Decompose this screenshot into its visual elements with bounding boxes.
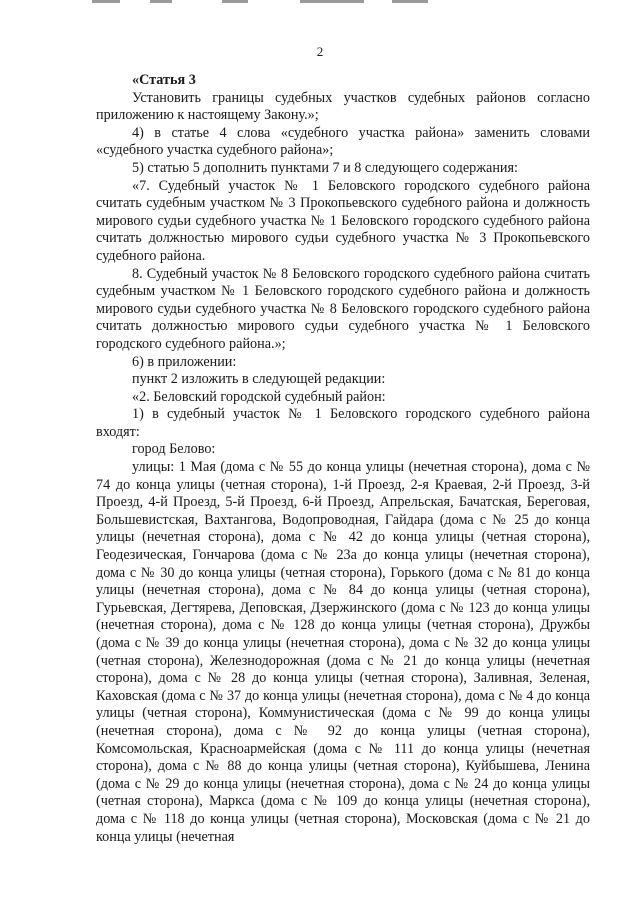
paragraph: Установить границы судебных участков судебных районов согласно приложению к настоящему Закону.»; (96, 89, 590, 124)
paragraph: пункт 2 изложить в следующей редакции: (132, 371, 386, 388)
document-body (96, 72, 590, 846)
streets-paragraph: улицы: 1 Мая (дома с № 55 до конца улицы (нечетная сторона), дома с № 74 до конца улицы (четная сторона), 1-й Проезд, 2-я Краевая, 2-й Проезд, 3-й Проезд, 4-й Проезд, 5-й Проезд, 6-й Проезд, Апрельская, Бачатская, Береговая, Большевистская, Вахтангова, Водопроводная, Гайдара (дома с № 25 до конца улицы (нечетная сторона), дома с № 42 до конца улицы (четная сторона), Геодезическая, Гончарова (дома с № 23а до конца улицы (нечетная сторона), дома с № 30 до конца улицы (четная сторона), Горького (дома с № 81 до конца улицы (нечетная сторона), дома с № 84 до конца улицы (четная сторона), Гурьевская, Дегтярева, Деповская, Дзержинского (дома с № 123 до конца улицы (нечетная сторона), дома с № 128 до конца улицы (четная сторона), Дружбы (дома с № 39 до конца улицы (нечетная сторона), дома с № 32 до конца улицы (четная сторона), Железнодорожная (дома с № 21 до конца улицы (нечетная сторона), дома с № 28 до конца улицы (четная сторона), Заливная, Зеленая, Каховская (дома с № 37 до конца улицы (нечетная сторона), дома с № 4 до конца улицы (четная сторона), Коммунистическая (дома с № 99 до конца улицы (нечетная сторона), дома с № 92 до конца улицы (четная сторона), Комсомольская, Красноармейская (дома с № 111 до конца улицы (нечетная сторона), дома с № 88 до конца улицы (четная сторона), Куйбышева, Ленина (дома с № 29 до конца улицы (нечетная сторона), дома с № 24 до конца улицы (четная сторона), Маркса (дома с № 109 до конца улицы (нечетная сторона), дома с № 118 до конца улицы (четная сторона), Московская (дома с № 21 до конца улицы (нечетная (96, 459, 590, 845)
paragraph: 5) статью 5 дополнить пунктами 7 и 8 следующего содержания: (132, 159, 518, 176)
paragraph: «2. Беловский городской судебный район: (132, 388, 386, 405)
paragraph: город Белово: (132, 441, 216, 458)
page-number: 2 (316, 44, 324, 59)
paragraph: 1) в судебный участок № 1 Беловского городского судебного района входят: (96, 406, 590, 440)
paragraph: «7. Судебный участок № 1 Беловского городского судебного района считать судебным участком № 3 Прокопьевского судебного района и должность мирового судьи судебного участка № 1 Беловского городского судебного района считать должностью мирового судьи судебного участка № 3 Прокопьевского судебного района. (96, 177, 590, 264)
paragraph: 8. Судебный участок № 8 Беловского городского судебного района считать судебным участком № 1 Беловского городского судебного района и должность мирового судьи судебного участка № 8 Беловского городского судебного района считать должностью мирового судьи судебного участка № 1 Беловского городского судебного района.»; (96, 265, 590, 352)
scan-top-edge-marks (0, 0, 640, 8)
paragraph: 6) в приложении: (132, 353, 237, 370)
paragraph: 4) в статье 4 слова «судебного участка района» заменить словами «судебного участка судебного района»; (96, 124, 590, 159)
article-heading: «Статья 3 (132, 72, 196, 88)
